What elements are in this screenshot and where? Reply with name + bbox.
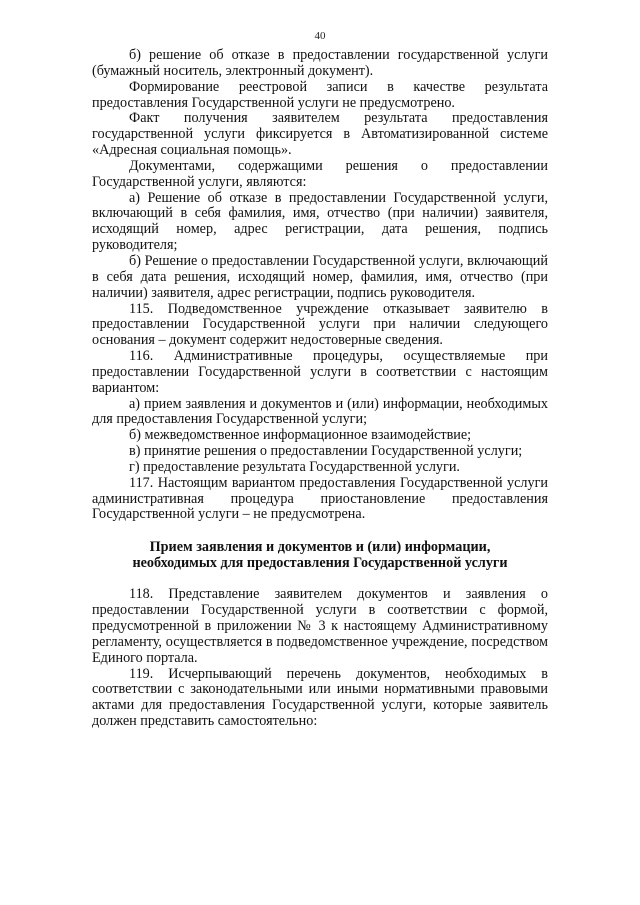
list-item-procedure-c: в) принятие решения о предоставлении Государственной услуги; xyxy=(129,443,523,460)
list-item-grant-decision: б) Решение о предоставлении Государственной услуги, включающий в себя дата решения, исходящий номер, фамилия, имя, отчество (при наличии) заявителя, адрес регистрации, подпись руководителя. xyxy=(92,252,548,301)
paragraph-registry-record: Формирование реестровой записи в качестве результата предоставления Государственной услуги не предусмотрено. xyxy=(92,78,548,111)
paragraph-decision-documents: Документами, содержащими решения о предоставлении Государственной услуги, являются: xyxy=(92,157,548,190)
page-number: 40 xyxy=(314,30,326,42)
paragraph-119: 119. Исчерпывающий перечень документов, необходимых в соответствии с законодательными или иными нормативными правовыми актами для предоставления Государственной услуги, которые заявитель должен представить самостоятельно: xyxy=(92,665,548,730)
section-heading-line-2: необходимых для предоставления Государственной услуги xyxy=(132,555,508,572)
document-body xyxy=(92,48,548,730)
paragraph-115: 115. Подведомственное учреждение отказывает заявителю в предоставлении Государственной услуги при наличии следующего основания – документ содержит недостоверные сведения. xyxy=(92,300,548,349)
list-item-refusal-decision: а) Решение об отказе в предоставлении Государственной услуги, включающий в себя фамилия, имя, отчество (при наличии) заявителя, исходящий номер, адрес регистрации, дата решения, подпись руководителя; xyxy=(92,189,548,254)
paragraph-116: 116. Административные процедуры, осуществляемые при предоставлении Государственной услуги в соответствии с настоящим вариантом: xyxy=(92,348,548,396)
paragraph-result-refusal: б) решение об отказе в предоставлении государственной услуги (бумажный носитель, электронный документ). xyxy=(92,47,548,79)
paragraph-118: 118. Представление заявителем документов и заявления о предоставлении Государственной услуги в соответствии с формой, предусмотренной в приложении № 3 к настоящему Административному регламенту, осуществляется в подведомственное учреждение, посредством Единого портала. xyxy=(92,586,548,666)
list-item-procedure-a: а) прием заявления и документов и (или) информации, необходимых для предоставления Государственной услуги; xyxy=(92,395,548,428)
list-item-procedure-b: б) межведомственное информационное взаимодействие; xyxy=(129,427,472,444)
paragraph-117: 117. Настоящим вариантом предоставления Государственной услуги административная процедура приостановление предоставления Государственной услуги – не предусмотрена. xyxy=(92,474,548,523)
section-heading xyxy=(92,539,548,571)
list-item-procedure-d: г) предоставление результата Государственной услуги. xyxy=(129,458,460,475)
paragraph-receipt-fact: Факт получения заявителем результата предоставления государственной услуги фиксируется в Автоматизированной системе «Адресная социальная помощь». xyxy=(92,110,548,159)
section-heading-line-1: Прием заявления и документов и (или) информации, xyxy=(149,539,491,556)
